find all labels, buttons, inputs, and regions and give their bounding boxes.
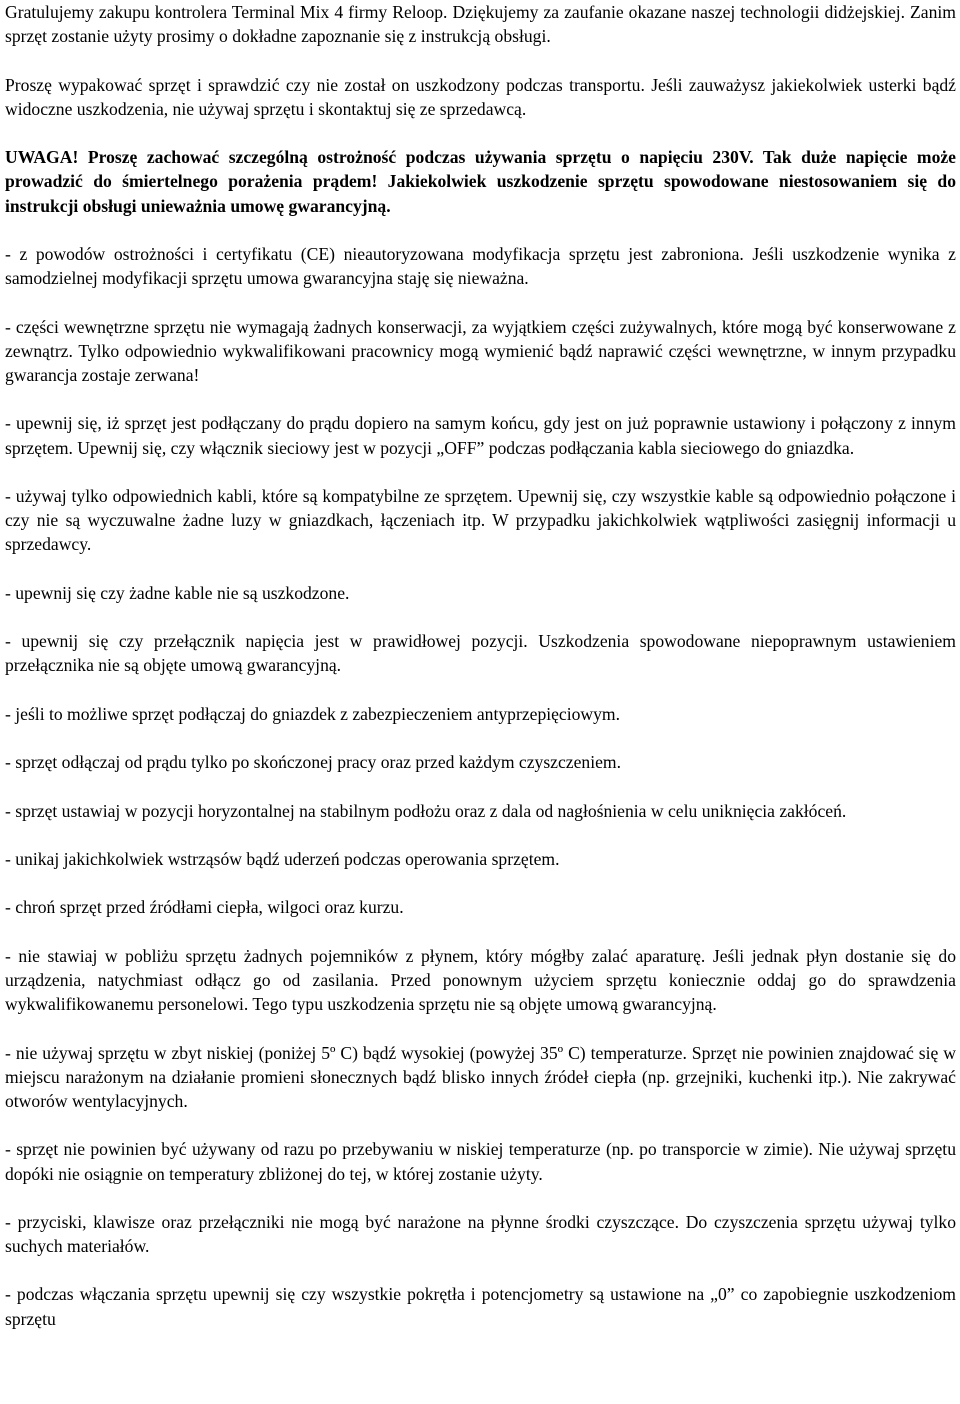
safety-item-placement: - sprzęt ustawiaj w pozycji horyzontalnej na stabilnym podłożu oraz z dala od nagłośnienia w celu uniknięcia zakłóceń. [5,800,847,821]
safety-item-voltage-switch: - upewnij się czy przełącznik napięcia jest w prawidłowej pozycji. Uszkodzenia spowodowane niepoprawnym ustawieniem przełącznika nie są objęte umową gwarancyjną. [5,631,956,676]
safety-item-cables-damage: - upewnij się czy żadne kable nie są uszkodzone. [5,582,350,603]
safety-item-power-connection: - upewnij się, iż sprzęt jest podłączany do prądu dopiero na samym końcu, gdy jest on już poprawnie ustawiony i połączony z innym sprzętem. Upewnij się, czy włącznik sieciowy jest w pozycji „OFF” podczas podłączania kabla sieciowego do gniazdka. [5,413,956,458]
unpacking-paragraph: Proszę wypakować sprzęt i sprawdzić czy nie został on uszkodzony podczas transportu. Jeśli zauważysz jakiekolwiek usterki bądź widoczne uszkodzenia, nie używaj sprzętu i skontaktuj się ze sprzedawcą. [5,74,956,119]
safety-item-ce-modification: - z powodów ostrożności i certyfikatu (CE) nieautoryzowana modyfikacja sprzętu jest zabroniona. Jeśli uszkodzenie wynika z samodzielnej modyfikacji sprzętu umowa gwarancyjna staję się nieważna. [5,243,956,289]
warning-paragraph: UWAGA! Proszę zachować szczególną ostrożność podczas używania sprzętu o napięciu 230V. Tak duże napięcie może prowadzić do śmiertelnego porażenia prądem! Jakiekolwiek uszkodzenie sprzętu spowodowane niestosowaniem się do instrukcji obsługi unieważnia umowę gwarancyjną. [5,147,956,216]
safety-item-internal-parts: - części wewnętrzne sprzętu nie wymagają żadnych konserwacji, za wyjątkiem części zużywalnych, które mogą być konserwowane z zewnątrz. Tylko odpowiednio wykwalifikowani pracownicy mogą wymienić bądź naprawić części wewnętrzne, w innym przypadku gwarancja zostaje zerwana! [5,316,956,385]
safety-item-heat-moisture: - chroń sprzęt przed źródłami ciepła, wilgoci oraz kurzu. [5,897,404,918]
safety-item-acclimatization: - sprzęt nie powinien być używany od razu po przebywaniu w niskiej temperaturze (np. po transporcie w zimie). Nie używaj sprzętu dopóki nie osiągnie on temperatury zbliżonej do tej, w której zostanie użyty. [5,1139,956,1184]
document-page [5,0,956,1355]
safety-item-knobs-zero: - podczas włączania sprzętu upewnij się czy wszystkie pokrętła i potencjometry są ustawione na „0” co zapobiegnie uszkodzeniom sprzętu [5,1284,956,1329]
safety-item-cleaning: - przyciski, klawisze oraz przełączniki nie mogą być narażone na płynne środki czyszczące. Do czyszczenia sprzętu używaj tylko suchych materiałów. [5,1211,956,1257]
safety-item-cables-compatible: - używaj tylko odpowiednich kabli, które są kompatybilne ze sprzętem. Upewnij się, czy wszystkie kable są odpowiednio połączone i czy nie są wyczuwalne żadne luzy w gniazdkach, łączeniach itp. W przypadku jakichkolwiek wątpliwości zasięgnij informacji u sprzedawcy. [5,485,956,555]
intro-paragraph: Gratulujemy zakupu kontrolera Terminal Mix 4 firmy Reloop. Dziękujemy za zaufanie okazane naszej technologii didżejskiej. Zanim sprzęt zostanie użyty prosimy o dokładne zapoznanie się z instrukcją obsługi. [5,2,956,47]
safety-item-temperature: - nie używaj sprzętu w zbyt niskiej (poniżej 5º C) bądź wysokiej (powyżej 35º C) temperaturze. Sprzęt nie powinien znajdować się w miejscu narażonym na działanie promieni słonecznych bądź blisko innych źródeł ciepła (np. grzejniki, kuchenki itp.). Nie zakrywać otworów wentylacyjnych. [5,1042,956,1111]
safety-item-liquids: - nie stawiaj w pobliżu sprzętu żadnych pojemników z płynem, który mógłby zalać aparaturę. Jeśli jednak płyn dostanie się do urządzenia, natychmiast odłącz go od zasilania. Przed ponownym użyciem sprzętu koniecznie oddaj go do sprawdzenia wykwalifikowanemu personelowi. Tego typu uszkodzenia sprzętu nie są objęte umową gwarancyjną. [5,945,956,1015]
safety-item-surge-protection: - jeśli to możliwe sprzęt podłączaj do gniazdek z zabezpieczeniem antyprzepięciowym. [5,703,621,724]
safety-item-shocks: - unikaj jakichkolwiek wstrząsów bądź uderzeń podczas operowania sprzętem. [5,848,560,869]
safety-item-disconnect: - sprzęt odłączaj od prądu tylko po skończonej pracy oraz przed każdym czyszczeniem. [5,752,621,773]
